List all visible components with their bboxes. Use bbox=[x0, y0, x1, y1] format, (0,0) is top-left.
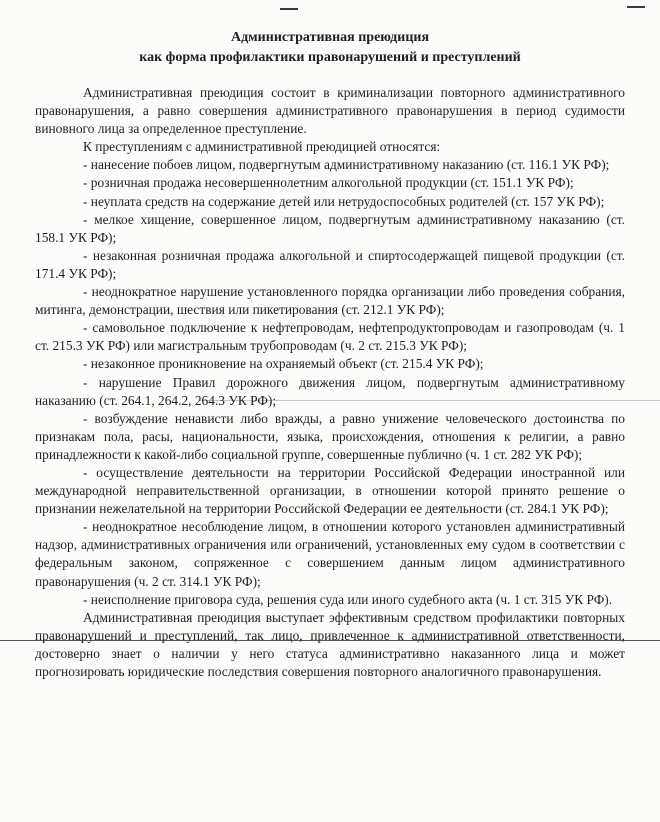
list-item: - неоднократное несоблюдение лицом, в отношении которого установлен административный надзор, административных ограничения или ограничений, установленных ему судом в соответствии с федеральным законом, сопряженное с совершением данным лицом административного правонарушения (ч. 2 ст. 314.1 УК РФ); bbox=[35, 519, 625, 589]
document-title bbox=[35, 28, 625, 68]
title-line-2: как форма профилактики правонарушений и преступлений bbox=[139, 50, 521, 65]
list-item: - осуществление деятельности на территории Российской Федерации иностранной или международной неправительственной организации, в отношении которой принято решение о признании нежелательной на территории Российской Федерации ее деятельности (ст. 284.1 УК РФ); bbox=[35, 464, 625, 517]
document-body bbox=[35, 84, 625, 681]
list-item: - самовольное подключение к нефтепроводам, нефтепродуктопроводам и газопроводам (ч. 1 ст. 215.3 УК РФ) или магистральным трубопроводам (ч. 2 ст. 215.3 УК РФ); bbox=[35, 320, 625, 354]
list-intro: К преступлениям с административной преюдицией относятся: bbox=[83, 139, 441, 155]
list-item: - нанесение побоев лицом, подвергнутым административному наказанию (ст. 116.1 УК РФ); bbox=[83, 157, 610, 173]
list-item: - розничная продажа несовершеннолетним алкогольной продукции (ст. 151.1 УК РФ); bbox=[83, 175, 574, 191]
list-item: - неисполнение приговора суда, решения суда или иного судебного акта (ч. 1 ст. 315 УК РФ). bbox=[83, 591, 613, 607]
scan-mark bbox=[280, 8, 298, 10]
list-item: - возбуждение ненависти либо вражды, а равно унижение человеческого достоинства по признакам пола, расы, национальности, языка, происхождения, отношения к религии, а равно принадлежности к какой-либо социальной группе, совершенные публично (ч. 1 ст. 282 УК РФ); bbox=[35, 410, 625, 462]
list-item: - неоднократное нарушение установленного порядка организации либо проведения собрания, митинга, демонстрации, шествия или пикетирования (ст. 212.1 УК РФ); bbox=[35, 284, 625, 318]
list-item: - неуплата средств на содержание детей или нетрудоспособных родителей (ст. 157 УК РФ); bbox=[83, 193, 605, 209]
intro-paragraph: Административная преюдиция состоит в криминализации повторного административного правонарушения, а равно совершения административного правонарушения в период судимости виновного лица за определенное преступление. bbox=[35, 85, 625, 137]
document-page bbox=[35, 28, 625, 681]
list-item: - незаконное проникновение на охраняемый объект (ст. 215.4 УК РФ); bbox=[83, 356, 484, 372]
list-item: - нарушение Правил дорожного движения лицом, подвергнутым административному наказанию (ст. 264.1, 264.2, 264.3 УК РФ); bbox=[35, 374, 625, 408]
conclusion-paragraph: Административная преюдиция выступает эффективным средством профилактики повторных правонарушений и преступлений, так лицо, привлеченное к административной ответственности, достоверно знает о наличии у него статуса административно наказанного лица и может прогнозировать юридические последствия совершения повторного аналогичного правонарушения. bbox=[35, 609, 625, 679]
list-item: - незаконная розничная продажа алкогольной и спиртосодержащей пищевой продукции (ст. 171.4 УК РФ); bbox=[35, 247, 625, 281]
title-line-1: Административная преюдиция bbox=[230, 30, 430, 45]
scan-mark bbox=[627, 6, 645, 8]
list-item: - мелкое хищение, совершенное лицом, подвергнутым административному наказанию (ст. 158.1 УК РФ); bbox=[35, 211, 625, 245]
